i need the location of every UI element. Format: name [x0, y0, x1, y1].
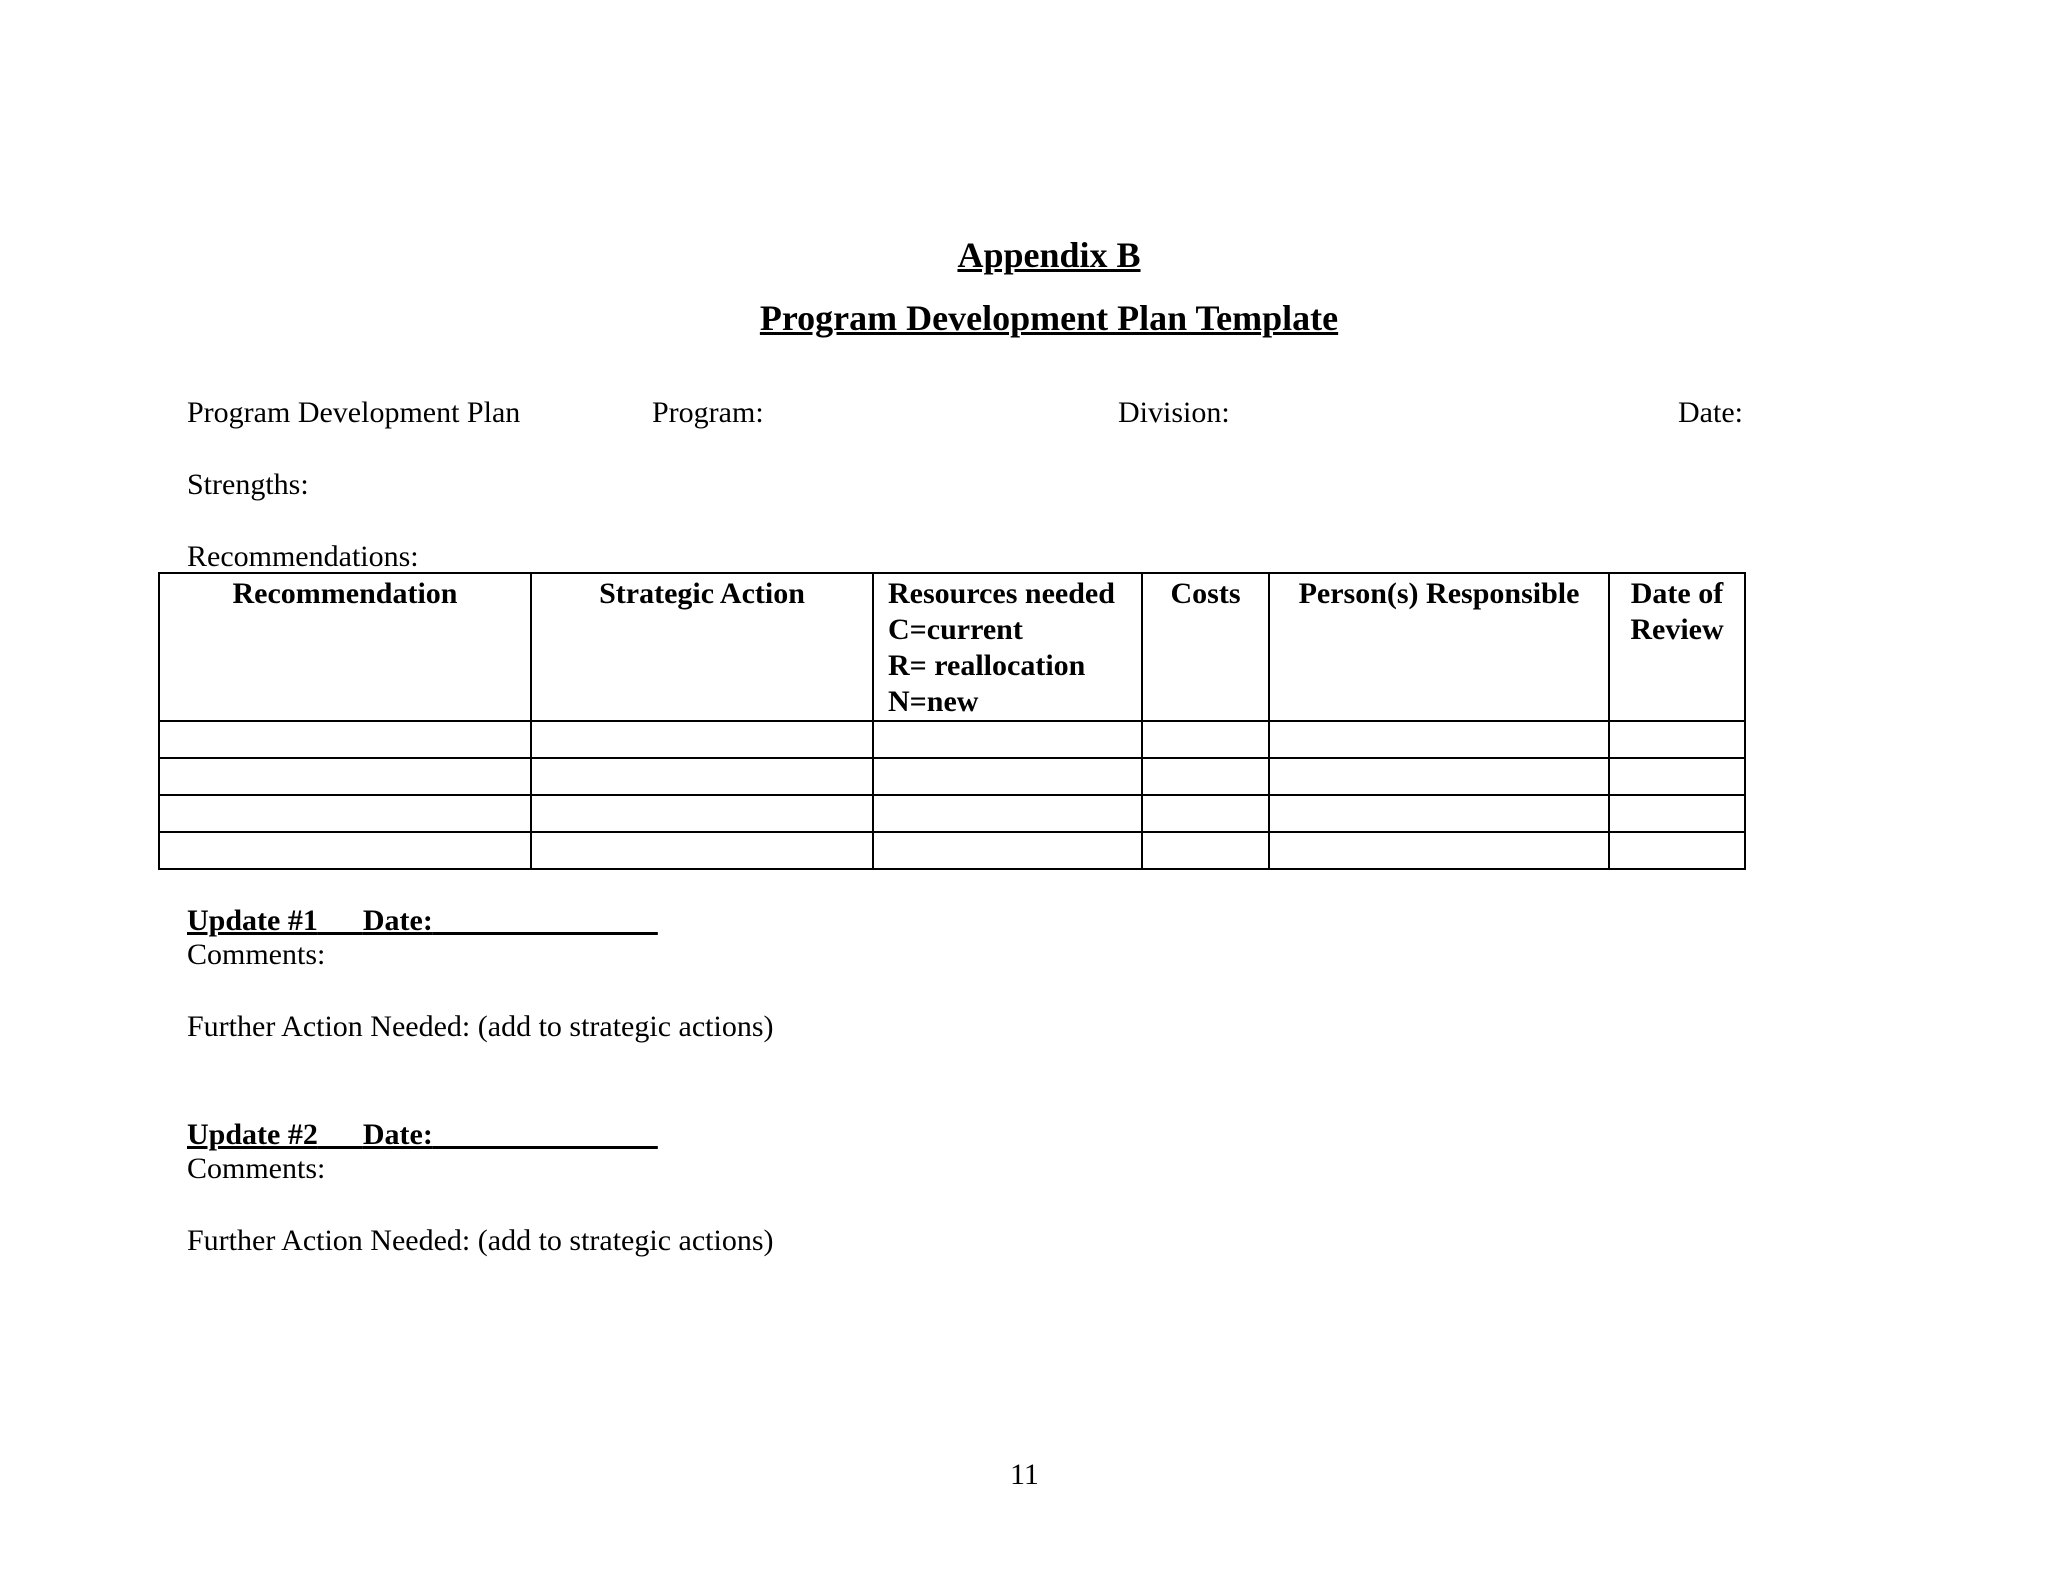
table-row: [159, 832, 1745, 869]
header-costs: Costs: [1142, 573, 1269, 721]
table-cell[interactable]: [1269, 758, 1609, 795]
table-cell[interactable]: [873, 758, 1142, 795]
table-cell[interactable]: [531, 758, 873, 795]
table-cell[interactable]: [873, 832, 1142, 869]
update-2-comments-label: Comments:: [187, 1152, 326, 1185]
table-cell[interactable]: [1269, 832, 1609, 869]
update-1-further-action: Further Action Needed: (add to strategic actions): [187, 1010, 774, 1043]
page-number: 11: [1010, 1458, 1039, 1491]
table-cell[interactable]: [873, 721, 1142, 758]
table-row: [159, 721, 1745, 758]
update-2-heading: [187, 1118, 658, 1152]
header-recommendation: Recommendation: [159, 573, 531, 721]
table-cell[interactable]: [1269, 795, 1609, 832]
update-1-label: Update #1: [187, 904, 318, 937]
table-cell[interactable]: [1142, 832, 1269, 869]
recommendations-label: Recommendations:: [187, 540, 419, 573]
update-1-heading: [187, 904, 658, 938]
table-cell[interactable]: [159, 721, 531, 758]
date-label: Date:: [1678, 396, 1743, 429]
update-2-further-action: Further Action Needed: (add to strategic actions): [187, 1224, 774, 1257]
table-cell[interactable]: [159, 795, 531, 832]
update-2-label: Update #2: [187, 1118, 318, 1151]
division-label: Division:: [1118, 396, 1230, 429]
table-cell[interactable]: [1609, 758, 1745, 795]
table-cell[interactable]: [159, 758, 531, 795]
table-cell[interactable]: [1609, 721, 1745, 758]
table-cell[interactable]: [159, 832, 531, 869]
table-cell[interactable]: [873, 795, 1142, 832]
appendix-title: Appendix B: [957, 235, 1141, 275]
update-2-date-label: Date:: [362, 1118, 433, 1151]
header-strategic-action: Strategic Action: [531, 573, 873, 721]
template-title: Program Development Plan Template: [759, 298, 1339, 338]
table-row: [159, 758, 1745, 795]
header-resources-needed: Resources needed C=current R= reallocation N=new: [873, 573, 1142, 721]
table-cell[interactable]: [1609, 795, 1745, 832]
table-header-row: [159, 573, 1745, 721]
table-cell[interactable]: [1142, 721, 1269, 758]
table-cell[interactable]: [1142, 795, 1269, 832]
strengths-label: Strengths:: [187, 468, 309, 501]
program-label: Program:: [652, 396, 764, 429]
plan-label: Program Development Plan: [187, 396, 521, 429]
update-1-date-label: Date:: [362, 904, 433, 937]
table-cell[interactable]: [531, 832, 873, 869]
table-row: [159, 795, 1745, 832]
table-cell[interactable]: [531, 795, 873, 832]
table-cell[interactable]: [531, 721, 873, 758]
table-cell[interactable]: [1269, 721, 1609, 758]
header-date-of-review: Date of Review: [1609, 573, 1745, 721]
recommendations-table: [158, 572, 1746, 870]
table-cell[interactable]: [1609, 832, 1745, 869]
header-persons-responsible: Person(s) Responsible: [1269, 573, 1609, 721]
table-cell[interactable]: [1142, 758, 1269, 795]
update-1-comments-label: Comments:: [187, 938, 326, 971]
